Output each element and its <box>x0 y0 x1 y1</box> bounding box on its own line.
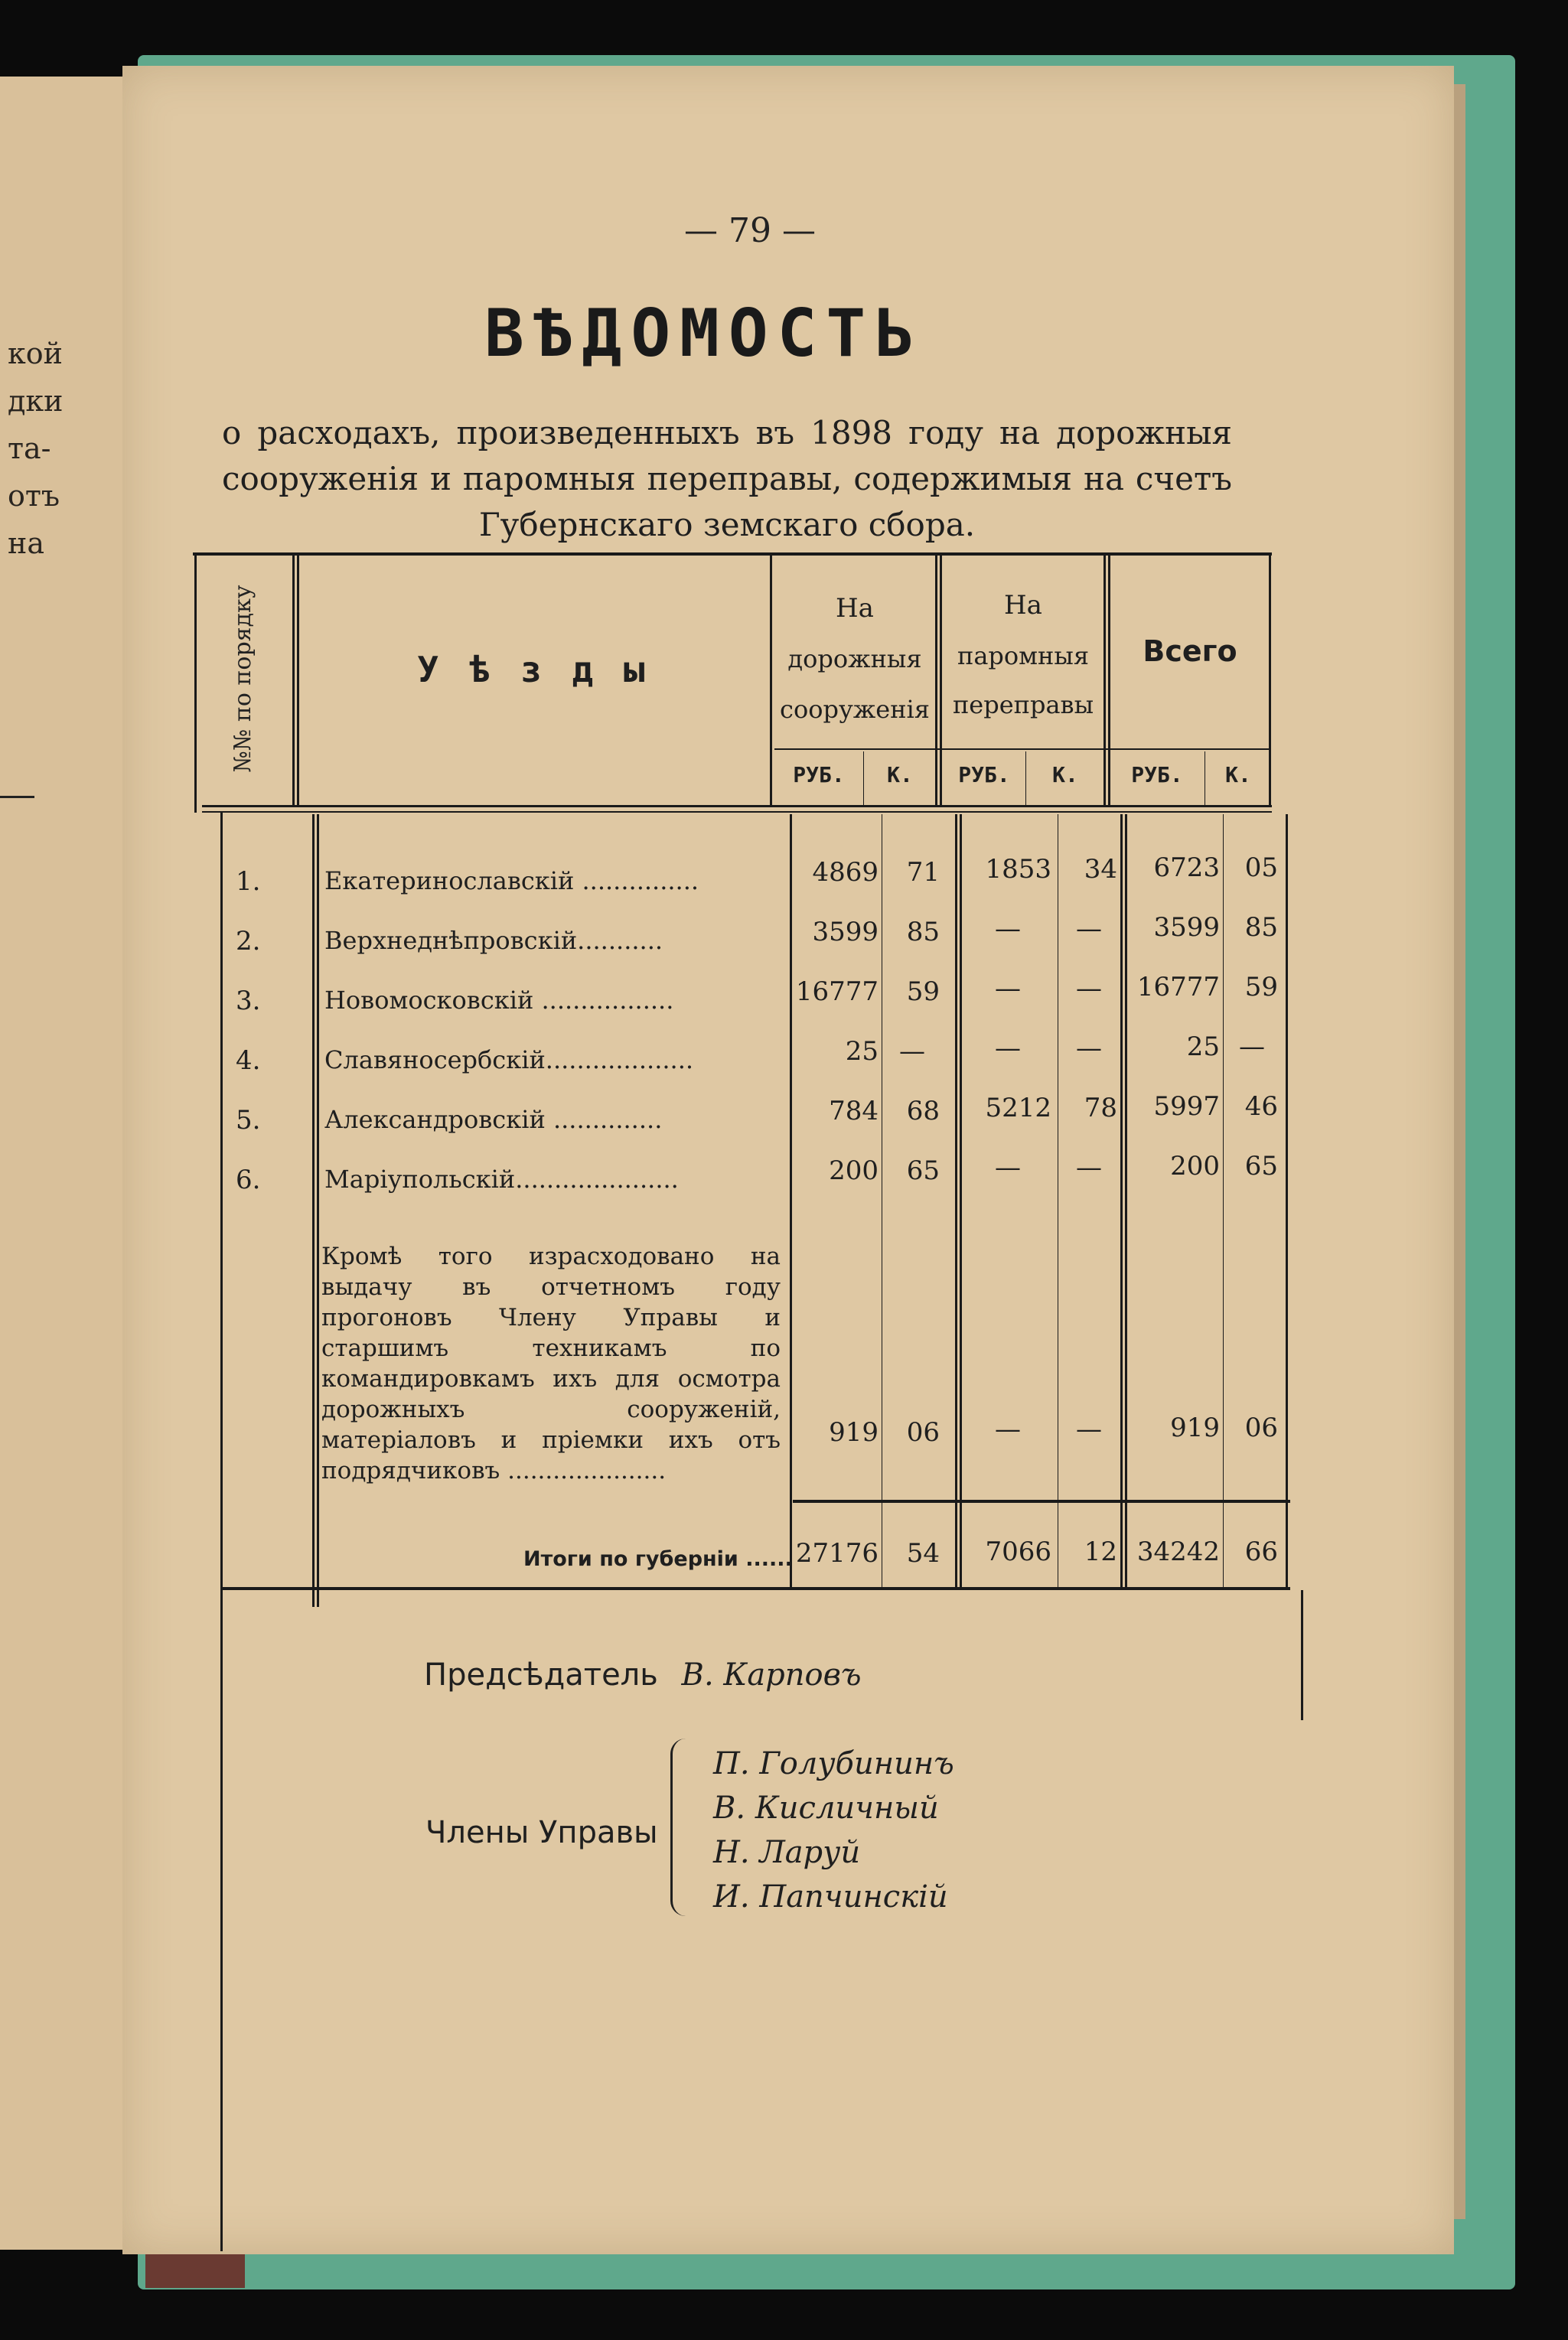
ferry-kop: 34 <box>1084 854 1117 885</box>
roads-rub: 27176 <box>795 1538 879 1569</box>
header-bottom-rule <box>202 805 1272 807</box>
roads-kop: 68 <box>906 1096 940 1126</box>
col-line <box>935 552 937 805</box>
row-number: 5. <box>236 1105 261 1136</box>
col-line <box>1108 552 1110 805</box>
chairman-line <box>424 1657 862 1693</box>
unit-kop: К. <box>1052 762 1078 787</box>
col-line <box>1120 814 1123 1587</box>
total-kop: 06 <box>1244 1413 1278 1443</box>
ferry-kop: — <box>1076 1152 1102 1183</box>
member-name: В. Кисличный <box>713 1791 939 1826</box>
total-rub: 3599 <box>1153 912 1220 943</box>
note-text: Кромѣ того израсходовано на выдачу въ отчетномъ году прогоновъ Члену Управы и старшимъ техникамъ по командировкамъ ихъ для осмотра дорожныхъ сооруженій, матеріаловъ и пріемки ихъ отъ подрядчиковъ ..................... <box>321 1243 781 1484</box>
header-number-col: №№ по порядку <box>230 585 256 773</box>
unit-rub: РУБ. <box>793 762 845 787</box>
roads-kop: 71 <box>906 857 940 888</box>
header-roads-line2: дорожныя <box>787 644 922 673</box>
total-kop: 85 <box>1244 912 1278 943</box>
header-total: Всего <box>1143 634 1237 668</box>
ferry-rub: 5212 <box>985 1093 1051 1123</box>
page-title: ВѢДОМОСТЬ <box>484 295 924 372</box>
col-line <box>770 552 772 805</box>
district-name: Екатеринославскій ............... <box>324 866 699 895</box>
total-rub: 5997 <box>1153 1091 1220 1122</box>
district-name: Новомосковскій ................. <box>324 986 674 1015</box>
col-line <box>1103 552 1106 805</box>
col-line <box>940 552 942 805</box>
col-line <box>1286 814 1288 1587</box>
total-kop: 66 <box>1244 1537 1278 1567</box>
ferry-kop: 78 <box>1084 1093 1117 1123</box>
roads-kop: 65 <box>906 1155 940 1186</box>
left-page-fragment: на <box>8 526 44 560</box>
roads-rub: 4869 <box>812 857 879 888</box>
ferry-rub: — <box>995 973 1021 1004</box>
units-rule <box>774 748 1269 750</box>
total-rub: 34242 <box>1136 1537 1220 1567</box>
roads-kop: 54 <box>906 1538 940 1569</box>
col-line <box>1269 552 1271 805</box>
row-number: 1. <box>236 866 261 897</box>
total-kop: 05 <box>1244 852 1278 883</box>
col-line <box>790 814 792 1587</box>
unit-rub: РУБ. <box>1131 762 1183 787</box>
col-line <box>194 552 197 813</box>
ferry-kop: — <box>1076 973 1102 1004</box>
total-rub: 16777 <box>1136 972 1220 1002</box>
expense-table <box>193 552 1287 1616</box>
roads-rub: 25 <box>845 1036 879 1067</box>
district-name: Верхнеднѣпровскій........... <box>324 926 663 955</box>
col-line <box>1125 814 1127 1587</box>
total-kop: 59 <box>1244 972 1278 1002</box>
chairman-name: В. Карповъ <box>681 1657 862 1693</box>
unit-rub: РУБ. <box>958 762 1010 787</box>
left-page-fragment: кой <box>8 337 63 370</box>
total-kop: 65 <box>1244 1151 1278 1181</box>
ferry-kop: — <box>1076 1033 1102 1064</box>
row-number: 6. <box>236 1165 261 1195</box>
roads-kop: 59 <box>906 976 940 1007</box>
members-label: Члены Управы <box>425 1815 658 1850</box>
header-ferries-line3: переправы <box>952 690 1094 719</box>
ferry-rub: — <box>995 1414 1021 1445</box>
unit-kop: К. <box>1225 762 1251 787</box>
total-rub: 25 <box>1186 1031 1220 1062</box>
col-line-thin <box>863 751 864 805</box>
members-brace <box>670 1739 691 1916</box>
col-line <box>955 814 957 1587</box>
member-name: Н. Ларуй <box>713 1835 861 1870</box>
row-number: 3. <box>236 986 261 1016</box>
header-roads-line3: сооруженія <box>780 695 930 724</box>
table-bottom-rule <box>220 1587 1290 1590</box>
total-rub: 919 <box>1170 1413 1220 1443</box>
member-name: П. Голубининъ <box>713 1746 954 1781</box>
ferry-rub: 1853 <box>985 854 1051 885</box>
col-line-thin <box>1025 751 1026 805</box>
col-line <box>297 552 299 805</box>
roads-kop: — <box>899 1036 925 1067</box>
page-number: — 79 — <box>684 211 816 250</box>
ferry-kop: — <box>1076 1414 1102 1445</box>
col-line <box>312 814 315 1607</box>
roads-rub: 200 <box>829 1155 879 1186</box>
col-line <box>960 814 962 1587</box>
ferry-rub: — <box>995 1152 1021 1183</box>
header-ferries-line1: На <box>1004 590 1042 621</box>
left-page-fragment: отъ <box>8 479 60 513</box>
district-name: Славяносербскій................... <box>324 1045 694 1074</box>
total-rub: 6723 <box>1153 852 1220 883</box>
header-bottom-rule <box>202 811 1272 813</box>
ferry-rub: — <box>995 1033 1021 1064</box>
totals-label: Итоги по губерніи ...... <box>523 1547 793 1571</box>
col-line <box>292 552 295 805</box>
member-name: И. Папчинскій <box>713 1879 948 1915</box>
page-left-frame <box>220 813 223 2251</box>
row-number: 2. <box>236 926 261 957</box>
roads-rub: 16777 <box>795 976 879 1007</box>
col-line-thin <box>1223 814 1224 1587</box>
total-kop: 46 <box>1244 1091 1278 1122</box>
ferry-rub: 7066 <box>985 1537 1051 1567</box>
page-right-frame <box>1301 1590 1303 1720</box>
left-page-fragment: та- <box>8 432 51 465</box>
total-kop: — <box>1239 1031 1265 1062</box>
header-uezdy: У ѣ з д ы <box>417 649 650 690</box>
unit-kop: К. <box>887 762 913 787</box>
district-name: Александровскій .............. <box>324 1105 663 1134</box>
roads-rub: 784 <box>829 1096 879 1126</box>
totals-top-rule <box>793 1500 1290 1503</box>
col-line <box>317 814 319 1607</box>
roads-rub: 3599 <box>812 917 879 947</box>
ferry-kop: 12 <box>1084 1537 1117 1567</box>
left-page-edge <box>0 77 124 2250</box>
chairman-label: Предсѣдатель <box>424 1657 658 1693</box>
header-roads-line1: На <box>836 593 874 624</box>
left-page-fragment: дки <box>8 384 64 418</box>
total-rub: 200 <box>1170 1151 1220 1181</box>
row-number: 4. <box>236 1045 261 1076</box>
roads-rub: 919 <box>829 1417 879 1448</box>
left-page-rule <box>0 796 34 798</box>
roads-kop: 06 <box>906 1417 940 1448</box>
district-name: Маріупольскій..................... <box>324 1165 679 1194</box>
header-ferries-line2: паромныя <box>957 641 1090 670</box>
page-subtitle: о расходахъ, произведенныхъ въ 1898 году на дорожныя сооруженія и паромныя переправы, содержимыя на счетъ Губернскаго земскаго сбора. <box>222 414 1232 543</box>
ferry-kop: — <box>1076 914 1102 944</box>
ferry-rub: — <box>995 914 1021 944</box>
roads-kop: 85 <box>906 917 940 947</box>
